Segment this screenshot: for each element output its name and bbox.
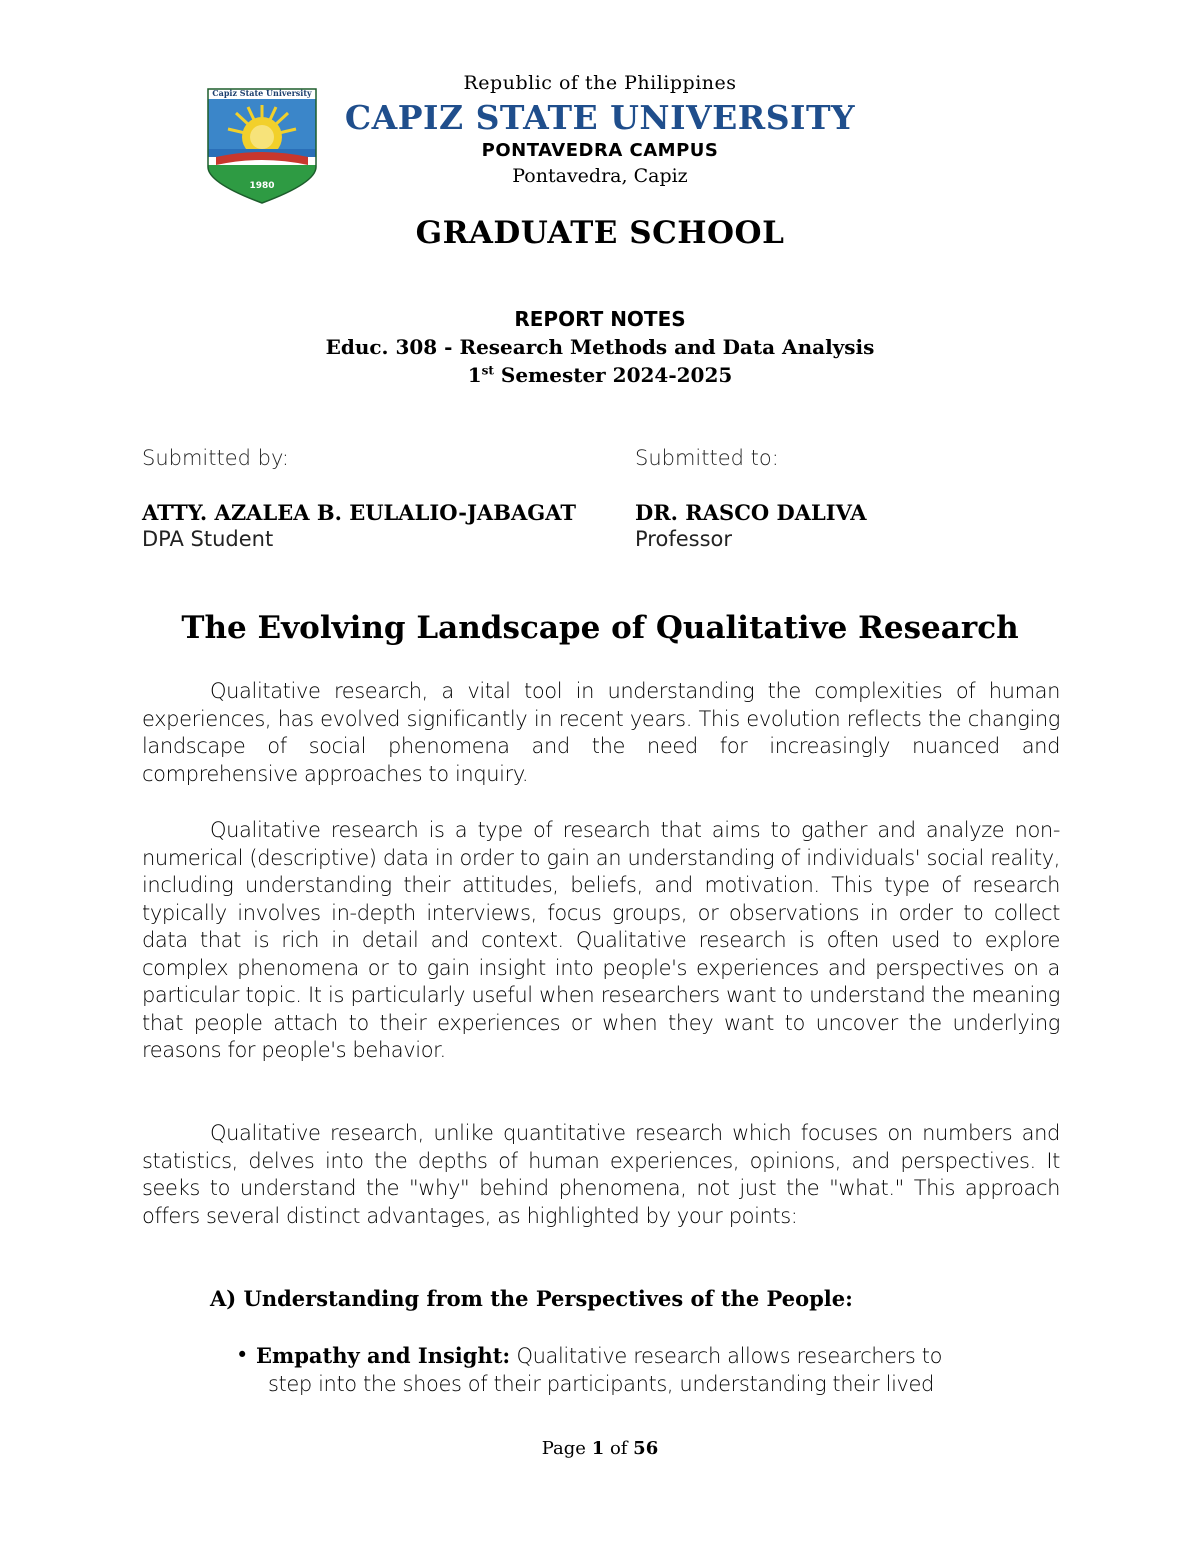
professor-role: Professor xyxy=(635,527,732,551)
campus-name: PONTAVEDRA CAMPUS xyxy=(481,140,719,161)
bullet-text-continued: step into the shoes of their participants, understanding their lived xyxy=(268,1371,934,1396)
campus-location: Pontavedra, Capiz xyxy=(512,165,688,187)
document-title: The Evolving Landscape of Qualitative Research xyxy=(181,610,1019,646)
submitted-to-label: Submitted to: xyxy=(635,446,779,470)
professor-name: DR. RASCO DALIVA xyxy=(635,500,867,525)
student-name: ATTY. AZALEA B. EULALIO-JABAGAT xyxy=(142,500,576,525)
bullet-text: Qualitative research allows researchers to xyxy=(510,1344,943,1368)
section-heading: A) Understanding from the Perspectives of the People: xyxy=(210,1286,853,1311)
submitted-by-label: Submitted by: xyxy=(142,446,289,470)
bullet-term: Empathy and Insight: xyxy=(256,1343,511,1368)
bullet-icon: • xyxy=(236,1343,248,1367)
report-label: REPORT NOTES xyxy=(514,307,686,331)
school-name: GRADUATE SCHOOL xyxy=(415,215,785,251)
paragraph: Qualitative research, a vital tool in understanding the complexities of human experiences, has evolved significantly in recent years. This evolution reflects the changing landscape of social phenomena and the need for increasingly nuanced and comprehensive approaches to inquiry. xyxy=(142,679,1060,786)
paragraph: Qualitative research, unlike quantitative research which focuses on numbers and statistics, delves into the depths of human experiences, opinions, and perspectives. It seeks to understand the "why" behind phenomena, not just the "what." This approach offers several distinct advantages, as highlighted by your points: xyxy=(142,1121,1060,1228)
paragraph: Qualitative research is a type of research that aims to gather and analyze non-numerical (descriptive) data in order to gain an understanding of individuals' social reality, including understanding their attitudes, beliefs, and motivation. This type of research typically involves in-depth interviews, focus groups, or observations in order to collect data that is rich in detail and context. Qualitative research is often used to explore complex phenomena or to gain insight into people's experiences and perspectives on a particular topic. It is particularly useful when researchers want to understand the meaning that people attach to their experiences or when they want to uncover the underlying reasons for people's behavior. xyxy=(142,818,1060,1062)
course-title: Educ. 308 - Research Methods and Data Analysis xyxy=(325,335,875,359)
page-number: Page 1 of 56 xyxy=(541,1438,659,1459)
semester-line: 1st Semester 2024-2025 xyxy=(467,363,733,387)
svg-text:1980: 1980 xyxy=(249,181,275,191)
list-item xyxy=(236,1342,1060,1398)
university-name: CAPIZ STATE UNIVERSITY xyxy=(344,98,856,137)
republic-line: Republic of the Philippines xyxy=(463,72,737,94)
svg-text:Capiz State University: Capiz State University xyxy=(212,88,312,98)
student-role: DPA Student xyxy=(142,527,274,551)
